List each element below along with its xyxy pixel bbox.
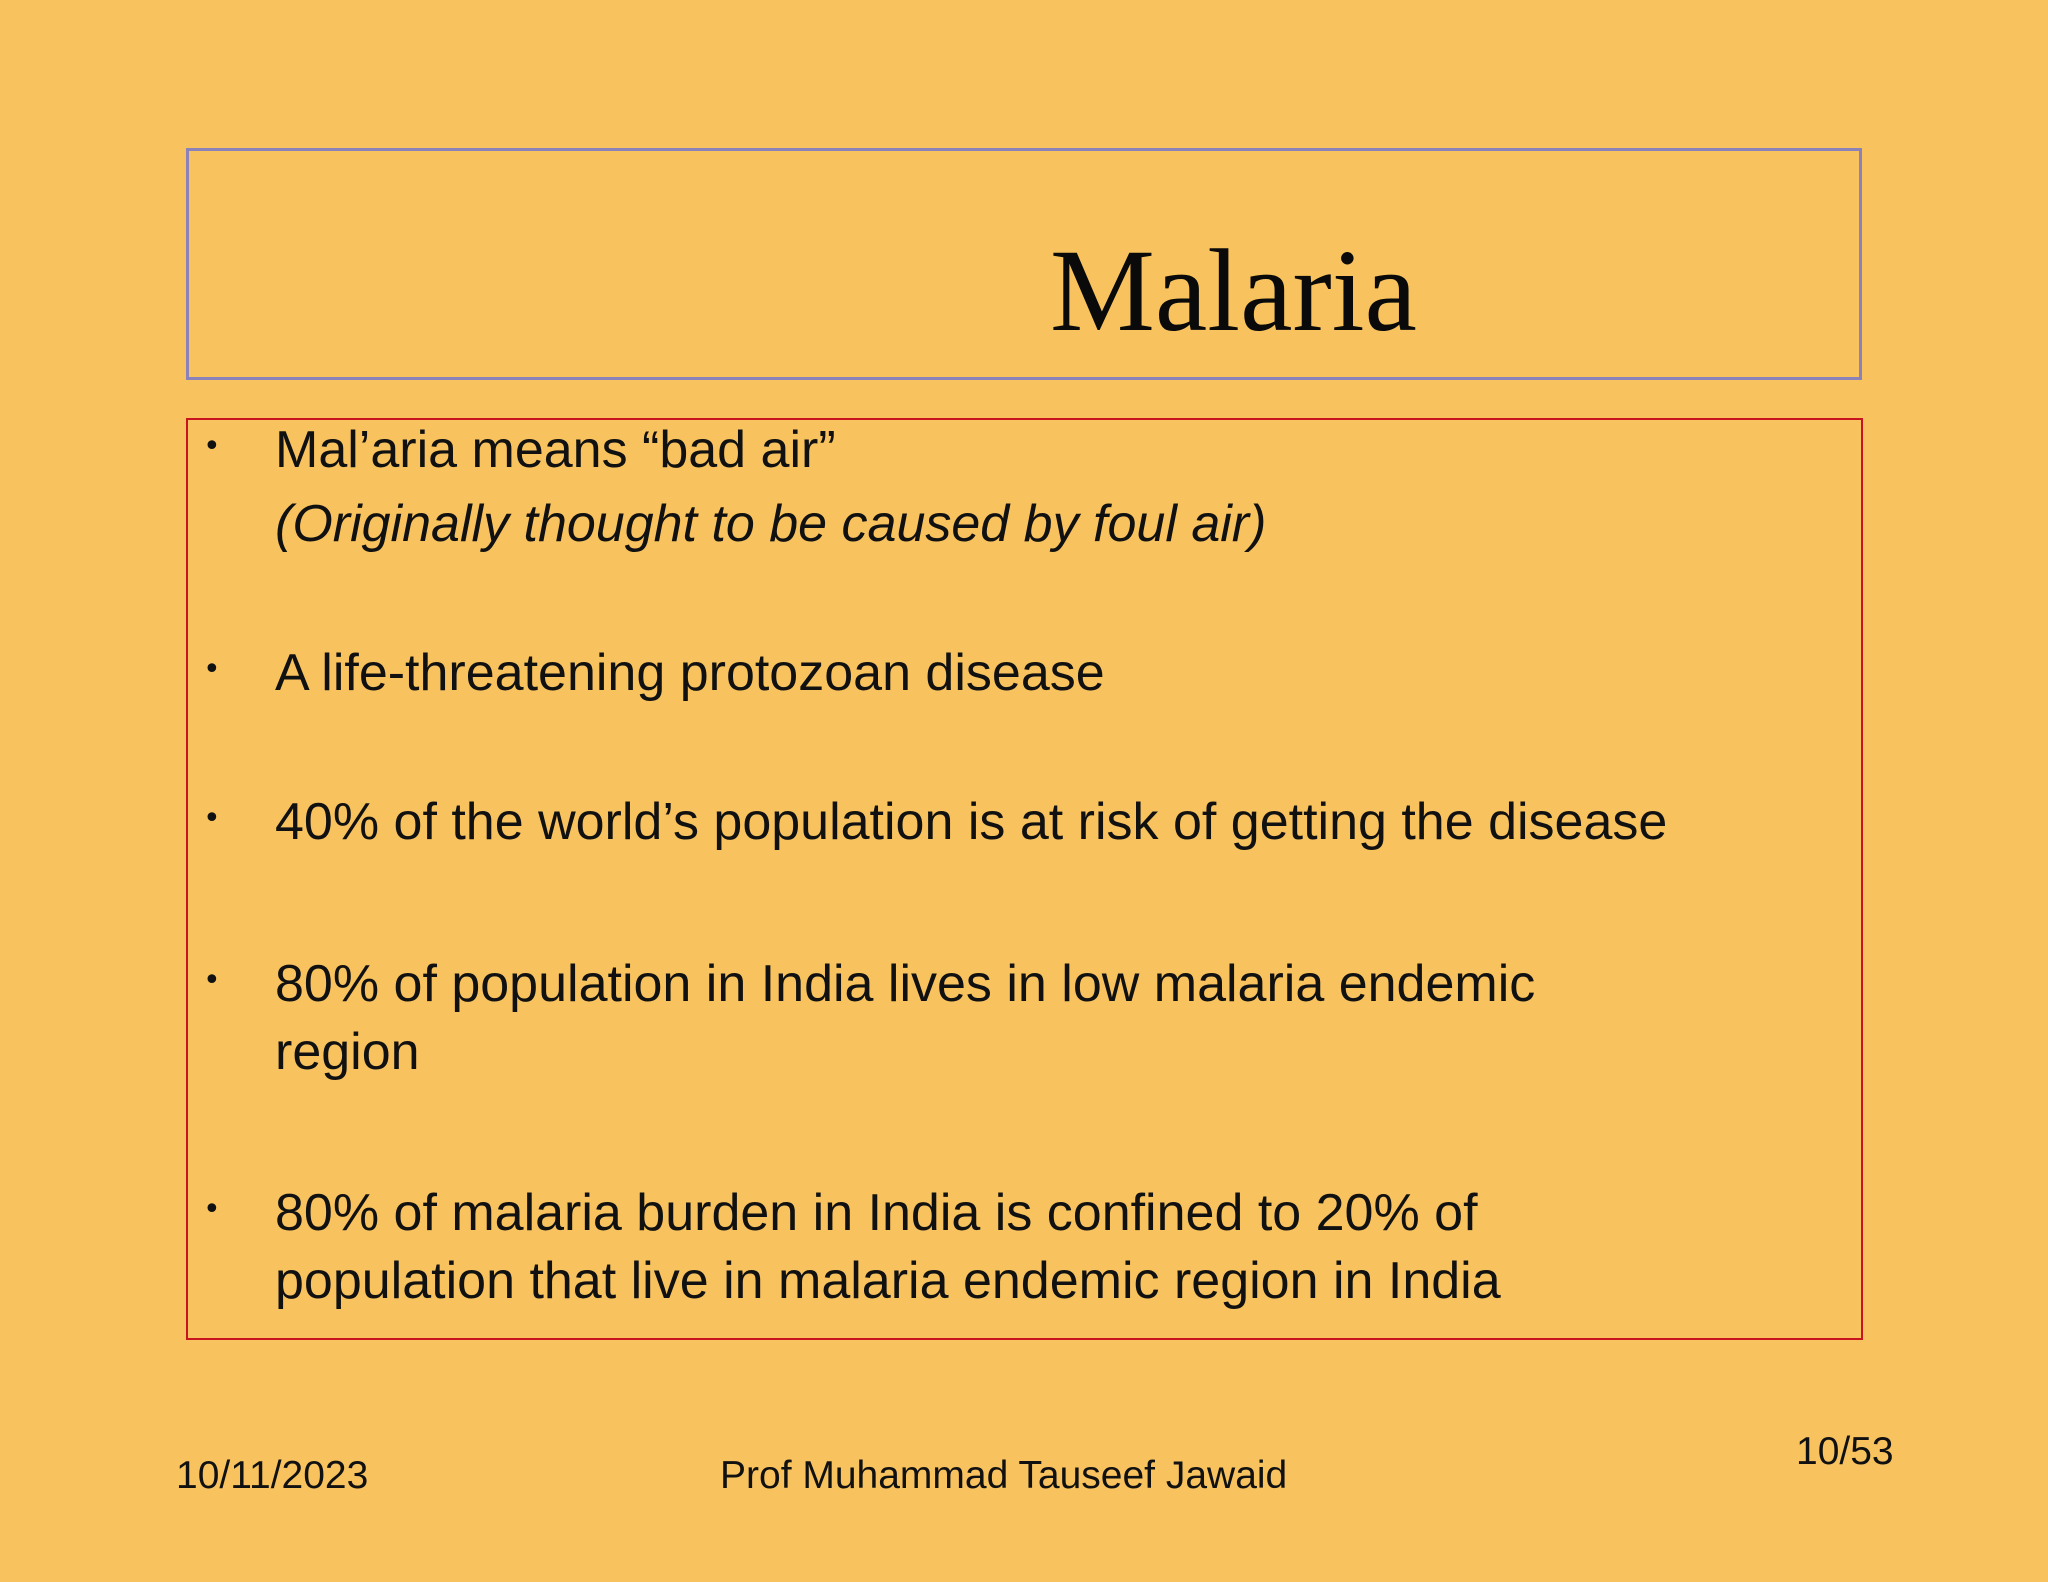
bullet-item-4-line-2: region bbox=[275, 1023, 420, 1081]
bullet-marker: • bbox=[203, 429, 221, 464]
bullet-item-1 bbox=[275, 416, 1266, 558]
bullet-marker: • bbox=[203, 963, 221, 998]
bullet-item-4 bbox=[275, 950, 1535, 1086]
footer-author: Prof Muhammad Tauseef Jawaid bbox=[720, 1454, 1288, 1497]
bullet-marker: • bbox=[203, 801, 221, 836]
footer-date: 10/11/2023 bbox=[176, 1454, 369, 1497]
bullet-item-1-line-1: Mal’aria means “bad air” bbox=[275, 421, 836, 479]
bullet-item-5-line-1: 80% of malaria burden in India is confined to 20% of bbox=[275, 1184, 1478, 1242]
bullet-item-5-line-2: population that live in malaria endemic region in India bbox=[275, 1252, 1501, 1310]
slide-title: Malaria bbox=[1050, 225, 1417, 356]
bullet-item-3 bbox=[275, 788, 1667, 856]
bullet-item-4-line-1: 80% of population in India lives in low malaria endemic bbox=[275, 955, 1536, 1013]
bullet-marker: • bbox=[203, 1192, 221, 1227]
bullet-item-1-line-2: (Originally thought to be caused by foul air) bbox=[275, 495, 1267, 553]
bullet-item-2 bbox=[275, 639, 1105, 707]
bullet-marker: • bbox=[203, 652, 221, 687]
footer-page-number: 10/53 bbox=[1796, 1430, 1894, 1473]
bullet-item-2-line-1: A life-threatening protozoan disease bbox=[275, 644, 1105, 702]
bullet-item-3-line-1: 40% of the world’s population is at risk of getting the disease bbox=[275, 793, 1668, 851]
bullet-item-5 bbox=[275, 1179, 1501, 1315]
title-box bbox=[186, 148, 1862, 380]
